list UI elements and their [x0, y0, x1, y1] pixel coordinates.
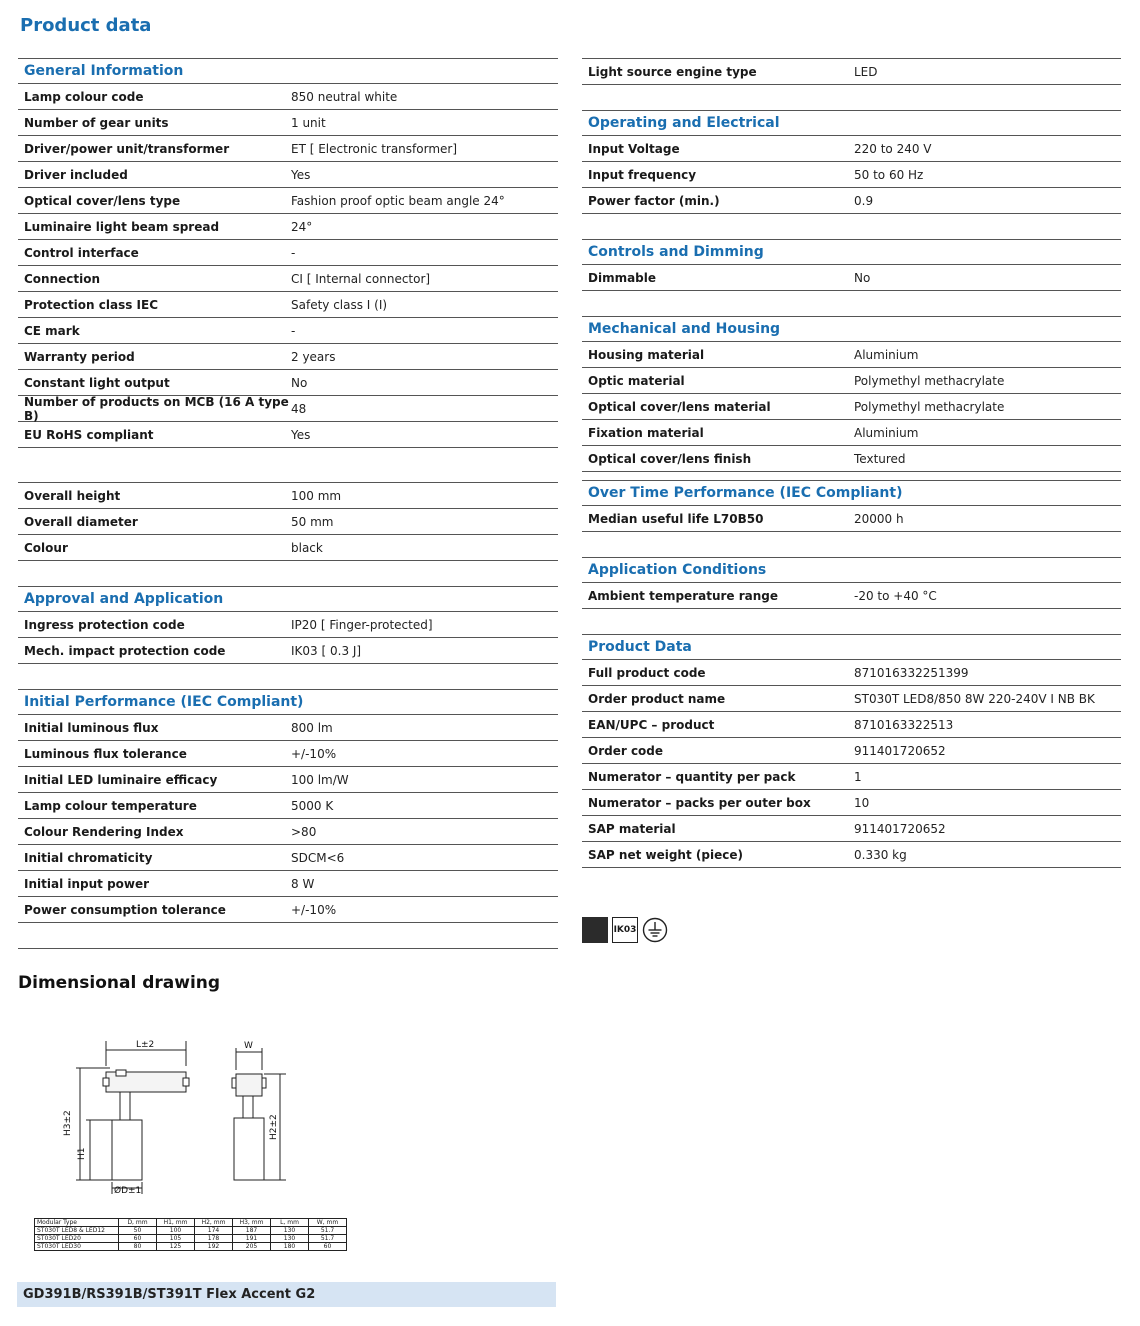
- table-cell: 187: [233, 1227, 271, 1235]
- section-gap: [582, 85, 1121, 110]
- page-title: Product data: [20, 15, 152, 36]
- spec-value: 220 to 240 V: [854, 141, 932, 156]
- spec-row: [582, 265, 1121, 291]
- right-spec-column: [582, 58, 1121, 868]
- table-cell: 174: [195, 1227, 233, 1235]
- left-spec-column: [18, 58, 558, 949]
- spec-row: [18, 318, 558, 344]
- spec-label: Fixation material: [588, 425, 704, 440]
- spec-label: Dimmable: [588, 270, 657, 285]
- spec-label: Optical cover/lens material: [588, 399, 771, 414]
- table-row: [35, 1243, 347, 1251]
- table-cell: 130: [271, 1227, 309, 1235]
- spec-label: Ingress protection code: [24, 617, 185, 632]
- spec-value: Aluminium: [854, 347, 919, 362]
- spec-label: Overall height: [24, 488, 121, 503]
- table-cell: 205: [233, 1243, 271, 1251]
- spec-row: [582, 188, 1121, 214]
- spec-label: Number of products on MCB (16 A type B): [24, 394, 289, 423]
- h3-label: H3±2: [63, 1110, 73, 1136]
- spec-label: Driver/power unit/transformer: [24, 141, 230, 156]
- spec-label: Full product code: [588, 665, 706, 680]
- table-cell: 51.7: [309, 1235, 347, 1243]
- table-header-cell: W, mm: [309, 1219, 347, 1227]
- section-header: Over Time Performance (IEC Compliant): [582, 480, 1121, 506]
- spec-value: No: [854, 270, 871, 285]
- table-cell: 105: [157, 1235, 195, 1243]
- spec-value: Yes: [291, 427, 311, 442]
- spec-row: [582, 506, 1121, 532]
- spec-label: Control interface: [24, 245, 139, 260]
- spec-row: [582, 420, 1121, 446]
- table-header-cell: Modular Type: [35, 1219, 119, 1227]
- spec-row: [18, 84, 558, 110]
- spec-value: +/-10%: [291, 746, 337, 761]
- spec-value: Fashion proof optic beam angle 24°: [291, 193, 505, 208]
- spec-value: CI [ Internal connector]: [291, 271, 431, 286]
- dimensions-table: [34, 1218, 347, 1251]
- spec-row: [582, 368, 1121, 394]
- spec-label: Power factor (min.): [588, 193, 720, 208]
- spec-value: >80: [291, 824, 317, 839]
- section-header: Operating and Electrical: [582, 110, 1121, 136]
- table-cell: 60: [309, 1243, 347, 1251]
- table-header-cell: H1, mm: [157, 1219, 195, 1227]
- section-header: Mechanical and Housing: [582, 316, 1121, 342]
- spec-label: Luminaire light beam spread: [24, 219, 220, 234]
- spec-value: 871016332251399: [854, 665, 969, 680]
- spec-value: 0.330 kg: [854, 847, 907, 862]
- spec-value: -: [291, 245, 296, 260]
- spec-value: 1: [854, 769, 862, 784]
- spec-value: 50 to 60 Hz: [854, 167, 924, 182]
- spec-value: 911401720652: [854, 743, 946, 758]
- spec-value: 8 W: [291, 876, 315, 891]
- spec-label: Initial luminous flux: [24, 720, 159, 735]
- spec-row: [18, 188, 558, 214]
- spec-value: 800 lm: [291, 720, 333, 735]
- spec-value: 5000 K: [291, 798, 334, 813]
- spec-row: [582, 764, 1121, 790]
- h2-label: H2±2: [269, 1114, 279, 1140]
- spec-value: Yes: [291, 167, 311, 182]
- diameter-label: ØD±1: [114, 1186, 142, 1196]
- spec-row: [18, 793, 558, 819]
- table-cell: 130: [271, 1235, 309, 1243]
- table-row: [35, 1227, 347, 1235]
- section-header: General Information: [18, 58, 558, 84]
- spec-value: -: [291, 323, 296, 338]
- spec-value: Polymethyl methacrylate: [854, 373, 1005, 388]
- spec-row-empty: [18, 923, 558, 949]
- spec-label: Median useful life L70B50: [588, 511, 764, 526]
- table-cell: 178: [195, 1235, 233, 1243]
- spec-label: Initial input power: [24, 876, 150, 891]
- dimensional-drawing-title: Dimensional drawing: [18, 973, 221, 993]
- spec-label: EAN/UPC – product: [588, 717, 715, 732]
- spec-value: No: [291, 375, 308, 390]
- length-label: L±2: [136, 1040, 155, 1050]
- table-header-cell: H3, mm: [233, 1219, 271, 1227]
- spec-row: [18, 897, 558, 923]
- table-cell: 51.7: [309, 1227, 347, 1235]
- spec-label: CE mark: [24, 323, 80, 338]
- section-gap: [18, 561, 558, 586]
- spec-row: [18, 240, 558, 266]
- spec-label: Lamp colour temperature: [24, 798, 197, 813]
- section-header: Product Data: [582, 634, 1121, 660]
- table-cell: 100: [157, 1227, 195, 1235]
- spec-row: [18, 845, 558, 871]
- spec-row: [18, 871, 558, 897]
- section-gap: [582, 532, 1121, 557]
- spec-row: [18, 741, 558, 767]
- table-row: [35, 1235, 347, 1243]
- spec-value: 24°: [291, 219, 313, 234]
- spec-label: Numerator – packs per outer box: [588, 795, 811, 810]
- spec-row: [582, 394, 1121, 420]
- spec-row: [18, 715, 558, 741]
- certification-icons: [582, 917, 668, 943]
- black-colour-swatch-icon: [582, 917, 608, 943]
- spec-label: Driver included: [24, 167, 128, 182]
- spec-label: Initial chromaticity: [24, 850, 153, 865]
- spec-row: [18, 136, 558, 162]
- spec-label: Light source engine type: [588, 64, 757, 79]
- spec-label: EU RoHS compliant: [24, 427, 154, 442]
- spec-row: [582, 686, 1121, 712]
- spec-label: Number of gear units: [24, 115, 169, 130]
- section-gap: [18, 664, 558, 689]
- spec-row: [18, 292, 558, 318]
- ik03-icon: IK03: [612, 917, 638, 943]
- spec-value: black: [291, 540, 323, 555]
- table-header-cell: H2, mm: [195, 1219, 233, 1227]
- table-cell: 80: [119, 1243, 157, 1251]
- spec-value: 48: [291, 401, 307, 416]
- spec-value: ET [ Electronic transformer]: [291, 141, 458, 156]
- spec-row: [582, 59, 1121, 85]
- spec-row: [18, 396, 558, 422]
- spec-value: 0.9: [854, 193, 874, 208]
- spec-label: Optic material: [588, 373, 685, 388]
- spec-label: Constant light output: [24, 375, 170, 390]
- spec-value: 100 lm/W: [291, 772, 349, 787]
- spec-value: 911401720652: [854, 821, 946, 836]
- table-cell: ST030T LED8 & LED12: [35, 1227, 119, 1235]
- spec-label: SAP material: [588, 821, 676, 836]
- spec-value: 1 unit: [291, 115, 326, 130]
- spec-label: SAP net weight (piece): [588, 847, 743, 862]
- spec-value: 100 mm: [291, 488, 342, 503]
- spec-row: [18, 344, 558, 370]
- h1-label: H1: [77, 1147, 87, 1160]
- spec-row: [18, 162, 558, 188]
- table-cell: 191: [233, 1235, 271, 1243]
- spec-row: [582, 660, 1121, 686]
- spec-label: Colour: [24, 540, 68, 555]
- spec-row: [582, 816, 1121, 842]
- spec-value: Safety class I (I): [291, 297, 388, 312]
- spec-label: Connection: [24, 271, 101, 286]
- table-cell: ST030T LED20: [35, 1235, 119, 1243]
- spec-value: 10: [854, 795, 870, 810]
- earth-ground-icon: [642, 917, 668, 943]
- spec-value: Aluminium: [854, 425, 919, 440]
- spec-label: Ambient temperature range: [588, 588, 779, 603]
- spec-label: Order code: [588, 743, 664, 758]
- table-header-row: [35, 1219, 347, 1227]
- section-header: Approval and Application: [18, 586, 558, 612]
- spec-row: [582, 712, 1121, 738]
- spec-row: [18, 214, 558, 240]
- spec-label: Order product name: [588, 691, 726, 706]
- section-header: Initial Performance (IEC Compliant): [18, 689, 558, 715]
- table-cell: 180: [271, 1243, 309, 1251]
- spec-row: [18, 612, 558, 638]
- spec-value: 2 years: [291, 349, 336, 364]
- spec-row: [582, 342, 1121, 368]
- spec-value: 8710163322513: [854, 717, 954, 732]
- spec-label: Colour Rendering Index: [24, 824, 184, 839]
- table-cell: 192: [195, 1243, 233, 1251]
- spec-value: Textured: [854, 451, 906, 466]
- spec-row: [582, 842, 1121, 868]
- spec-value: IP20 [ Finger-protected]: [291, 617, 433, 632]
- spec-row: [18, 370, 558, 396]
- spec-row: [582, 162, 1121, 188]
- table-cell: 50: [119, 1227, 157, 1235]
- spec-value: +/-10%: [291, 902, 337, 917]
- section-gap: [18, 448, 558, 482]
- spec-label: Numerator – quantity per pack: [588, 769, 796, 784]
- width-label: W: [244, 1041, 253, 1051]
- table-cell: 60: [119, 1235, 157, 1243]
- spec-value: Polymethyl methacrylate: [854, 399, 1005, 414]
- spec-value: 20000 h: [854, 511, 904, 526]
- spec-row: [582, 583, 1121, 609]
- spec-label: Optical cover/lens finish: [588, 451, 752, 466]
- spec-label: Optical cover/lens type: [24, 193, 181, 208]
- spec-row: [18, 638, 558, 664]
- spec-row: [582, 738, 1121, 764]
- spec-label: Input Voltage: [588, 141, 680, 156]
- spec-row: [18, 483, 558, 509]
- table-header-cell: D, mm: [119, 1219, 157, 1227]
- spec-row: [18, 535, 558, 561]
- spec-row: [582, 136, 1121, 162]
- table-cell: ST030T LED30: [35, 1243, 119, 1251]
- spec-row: [582, 790, 1121, 816]
- spec-value: -20 to +40 °C: [854, 588, 937, 603]
- spec-value: 850 neutral white: [291, 89, 398, 104]
- spec-label: Warranty period: [24, 349, 135, 364]
- spec-value: SDCM<6: [291, 850, 345, 865]
- spec-value: LED: [854, 64, 878, 79]
- spec-label: Initial LED luminaire efficacy: [24, 772, 218, 787]
- spec-value: 50 mm: [291, 514, 334, 529]
- section-gap: [582, 472, 1121, 480]
- section-header: Application Conditions: [582, 557, 1121, 583]
- section-gap: [582, 291, 1121, 316]
- table-header-cell: L, mm: [271, 1219, 309, 1227]
- section-gap: [582, 214, 1121, 239]
- product-family-footer: GD391B/RS391B/ST391T Flex Accent G2: [17, 1282, 556, 1307]
- spec-label: Mech. impact protection code: [24, 643, 226, 658]
- section-header: Controls and Dimming: [582, 239, 1121, 265]
- spec-row: [18, 422, 558, 448]
- spec-row: [18, 819, 558, 845]
- spec-row: [18, 767, 558, 793]
- spec-label: Protection class IEC: [24, 297, 159, 312]
- spec-row: [18, 110, 558, 136]
- dimensional-drawing: [50, 1036, 310, 1206]
- section-gap: [582, 609, 1121, 634]
- spec-row: [18, 266, 558, 292]
- spec-row: [582, 446, 1121, 472]
- spec-value: ST030T LED8/850 8W 220-240V I NB BK: [854, 691, 1095, 706]
- table-cell: 125: [157, 1243, 195, 1251]
- spec-label: Input frequency: [588, 167, 697, 182]
- spec-label: Overall diameter: [24, 514, 138, 529]
- spec-label: Power consumption tolerance: [24, 902, 226, 917]
- spec-label: Luminous flux tolerance: [24, 746, 187, 761]
- spec-value: IK03 [ 0.3 J]: [291, 643, 362, 658]
- spec-row: [18, 509, 558, 535]
- spec-label: Housing material: [588, 347, 705, 362]
- spec-label: Lamp colour code: [24, 89, 144, 104]
